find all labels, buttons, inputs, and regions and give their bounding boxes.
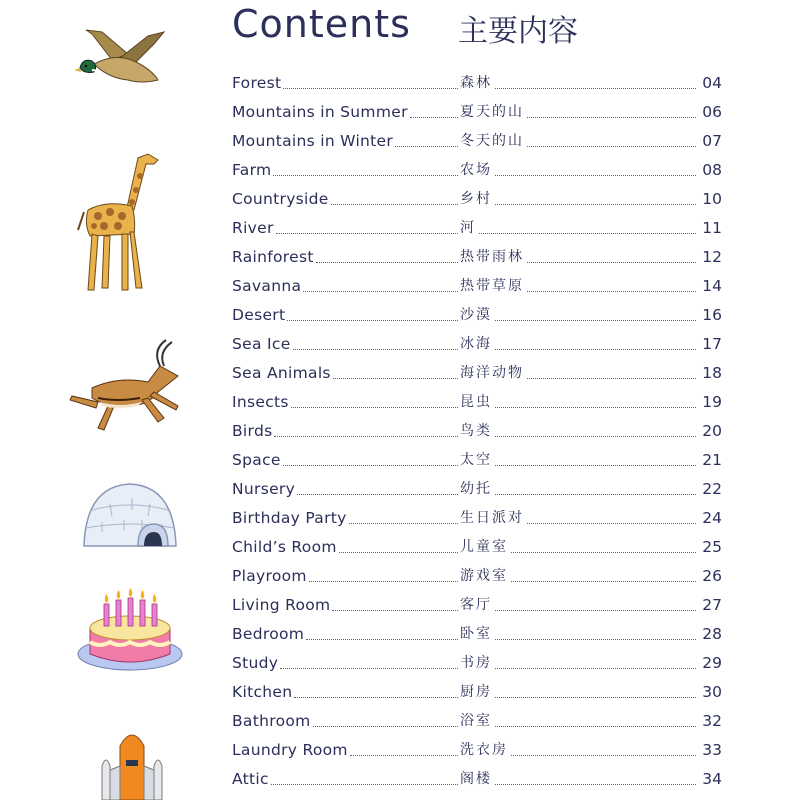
dot-leader [313, 726, 458, 727]
toc-entry-title-zh: 洗衣房 [460, 736, 510, 765]
toc-entry-title-en: Birthday Party [232, 504, 349, 533]
toc-entry [232, 475, 722, 504]
toc-entry-title-zh: 冰海 [460, 330, 494, 359]
toc-entry-page-number: 29 [698, 649, 722, 678]
toc-entry [232, 562, 722, 591]
toc-entry-page-number: 21 [698, 446, 722, 475]
toc-entry-page-number: 30 [698, 678, 722, 707]
dot-leader [283, 465, 458, 466]
dot-leader [462, 668, 696, 669]
toc-entry-title-zh: 客厅 [460, 591, 494, 620]
toc-entry-page-number: 28 [698, 620, 722, 649]
toc-entry-title-en: Mountains in Winter [232, 127, 395, 156]
toc-entry-page-number: 19 [698, 388, 722, 417]
toc-entry-title-en: Attic [232, 765, 271, 794]
page-title-chinese: 主要内容 [458, 14, 578, 49]
toc-entry-title-en: Living Room [232, 591, 332, 620]
dot-leader [333, 378, 458, 379]
dot-leader [462, 784, 696, 785]
toc-entry-title-zh: 卧室 [460, 620, 494, 649]
toc-entry-title-zh: 幼托 [460, 475, 494, 504]
dot-leader [462, 349, 696, 350]
toc-entry [232, 765, 722, 794]
dot-leader [462, 726, 696, 727]
toc-entry-page-number: 14 [698, 272, 722, 301]
toc-entry-title-zh: 书房 [460, 649, 494, 678]
dot-leader [462, 88, 696, 89]
dot-leader [291, 407, 458, 408]
toc-entry-title-en: Study [232, 649, 280, 678]
toc-entry-title-en: Kitchen [232, 678, 294, 707]
dot-leader [280, 668, 458, 669]
dot-leader [350, 755, 458, 756]
toc-entry [232, 243, 722, 272]
toc-entry [232, 69, 722, 98]
toc-entry [232, 707, 722, 736]
toc-entry-title-zh: 沙漠 [460, 301, 494, 330]
dot-leader [462, 639, 696, 640]
toc-entry-title-zh: 浴室 [460, 707, 494, 736]
toc-entry-title-en: Sea Ice [232, 330, 293, 359]
toc-entry [232, 359, 722, 388]
toc-entry-page-number: 08 [698, 156, 722, 185]
toc-entry-page-number: 22 [698, 475, 722, 504]
toc-entry-title-zh: 儿童室 [460, 533, 510, 562]
dot-leader [349, 523, 458, 524]
dot-leader [462, 494, 696, 495]
dot-leader [287, 320, 458, 321]
toc-entry [232, 591, 722, 620]
toc-entry-page-number: 18 [698, 359, 722, 388]
duck-icon [72, 28, 168, 90]
toc-entry-page-number: 12 [698, 243, 722, 272]
toc-entry-page-number: 10 [698, 185, 722, 214]
dot-leader [276, 233, 458, 234]
toc-entry-title-zh: 农场 [460, 156, 494, 185]
dot-leader [462, 233, 696, 234]
toc-entry-title-en: Playroom [232, 562, 309, 591]
toc-entry-title-en: River [232, 214, 276, 243]
dot-leader [339, 552, 458, 553]
dot-leader [297, 494, 458, 495]
toc-entry-page-number: 34 [698, 765, 722, 794]
toc-entry-title-zh: 昆虫 [460, 388, 494, 417]
dot-leader [462, 436, 696, 437]
giraffe-icon [76, 150, 168, 296]
toc-entry-title-en: Space [232, 446, 283, 475]
dot-leader [303, 291, 458, 292]
toc-entry-title-zh: 热带草原 [460, 272, 526, 301]
dot-leader [331, 204, 458, 205]
toc-entry-title-en: Bathroom [232, 707, 313, 736]
toc-entry-page-number: 06 [698, 98, 722, 127]
birthday-cake-icon [76, 588, 184, 678]
toc-entry-title-zh: 海洋动物 [460, 359, 526, 388]
toc-entry-title-en: Child’s Room [232, 533, 339, 562]
toc-entry [232, 127, 722, 156]
toc-entry-page-number: 26 [698, 562, 722, 591]
toc-entry-title-zh: 森林 [460, 69, 494, 98]
toc-entry-title-en: Savanna [232, 272, 303, 301]
toc-entry-title-zh: 太空 [460, 446, 494, 475]
toc-entry-title-en: Insects [232, 388, 291, 417]
toc-entry-title-en: Birds [232, 417, 274, 446]
dot-leader [273, 175, 458, 176]
dot-leader [462, 697, 696, 698]
toc-entry-title-zh: 热带雨林 [460, 243, 526, 272]
dot-leader [306, 639, 458, 640]
toc-entry-title-en: Mountains in Summer [232, 98, 410, 127]
dot-leader [462, 407, 696, 408]
toc-entry-title-en: Nursery [232, 475, 297, 504]
toc-entry-title-zh: 冬天的山 [460, 127, 526, 156]
toc-entry [232, 388, 722, 417]
dot-leader [462, 204, 696, 205]
dot-leader [462, 610, 696, 611]
toc-entry-page-number: 24 [698, 504, 722, 533]
toc-entry [232, 678, 722, 707]
toc-entry-title-zh: 阁楼 [460, 765, 494, 794]
dot-leader [462, 465, 696, 466]
toc-entry [232, 98, 722, 127]
toc-entry-title-en: Laundry Room [232, 736, 350, 765]
toc-entry-title-en: Sea Animals [232, 359, 333, 388]
toc-entry [232, 185, 722, 214]
dot-leader [410, 117, 458, 118]
toc-entry-title-zh: 游戏室 [460, 562, 510, 591]
space-shuttle-icon [96, 726, 168, 800]
toc-entry-page-number: 16 [698, 301, 722, 330]
toc-entry [232, 214, 722, 243]
toc-entry-title-zh: 鸟类 [460, 417, 494, 446]
dot-leader [332, 610, 458, 611]
toc-entry [232, 156, 722, 185]
toc-entry-title-en: Forest [232, 69, 283, 98]
dot-leader [293, 349, 458, 350]
dot-leader [271, 784, 458, 785]
contents-list [232, 69, 722, 794]
dot-leader [316, 262, 458, 263]
dot-leader [309, 581, 458, 582]
toc-entry [232, 272, 722, 301]
toc-entry-page-number: 25 [698, 533, 722, 562]
toc-entry [232, 330, 722, 359]
toc-entry-page-number: 07 [698, 127, 722, 156]
toc-entry [232, 620, 722, 649]
dot-leader [283, 88, 458, 89]
dot-leader [395, 146, 458, 147]
gazelle-icon [68, 336, 184, 436]
dot-leader [294, 697, 458, 698]
toc-entry-page-number: 32 [698, 707, 722, 736]
toc-entry-title-en: Desert [232, 301, 287, 330]
toc-entry-title-en: Rainforest [232, 243, 316, 272]
toc-entry-title-zh: 河 [460, 214, 478, 243]
toc-entry-title-zh: 生日派对 [460, 504, 526, 533]
igloo-icon [80, 480, 180, 552]
toc-entry-title-en: Countryside [232, 185, 331, 214]
page-title: Contents [232, 2, 411, 46]
toc-entry-page-number: 33 [698, 736, 722, 765]
toc-entry [232, 301, 722, 330]
toc-entry [232, 736, 722, 765]
dot-leader [462, 320, 696, 321]
toc-entry [232, 417, 722, 446]
toc-entry-title-zh: 厨房 [460, 678, 494, 707]
toc-entry [232, 504, 722, 533]
toc-entry [232, 446, 722, 475]
toc-entry-title-en: Bedroom [232, 620, 306, 649]
toc-entry-title-zh: 乡村 [460, 185, 494, 214]
toc-entry [232, 533, 722, 562]
toc-entry-page-number: 27 [698, 591, 722, 620]
dot-leader [274, 436, 458, 437]
toc-entry-title-zh: 夏天的山 [460, 98, 526, 127]
toc-entry-page-number: 11 [698, 214, 722, 243]
toc-entry-page-number: 20 [698, 417, 722, 446]
toc-entry-page-number: 04 [698, 69, 722, 98]
dot-leader [462, 175, 696, 176]
toc-entry [232, 649, 722, 678]
toc-entry-title-en: Farm [232, 156, 273, 185]
toc-entry-page-number: 17 [698, 330, 722, 359]
